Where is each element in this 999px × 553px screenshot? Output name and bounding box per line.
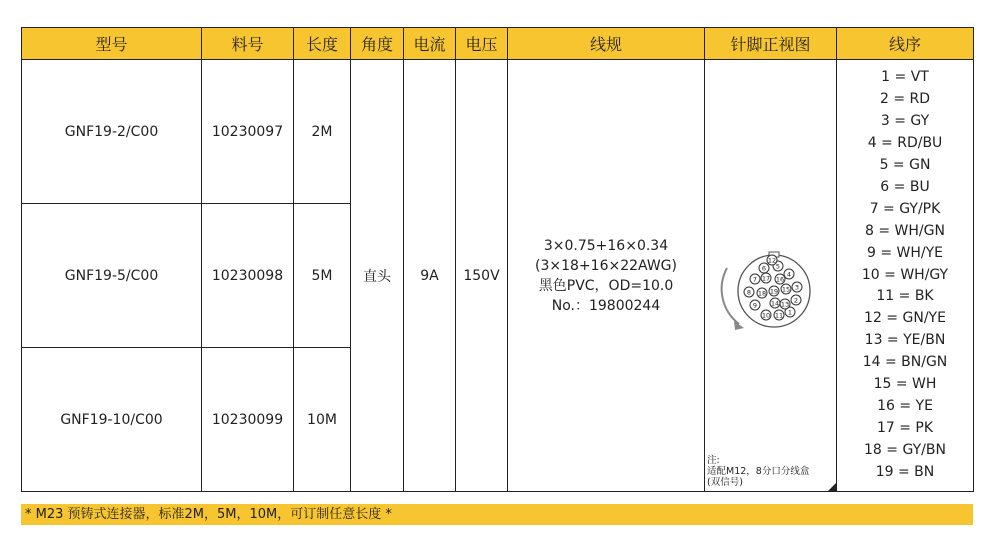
wire-item: 3 = GY xyxy=(880,113,930,130)
header-row xyxy=(22,28,974,60)
wiring-cell xyxy=(837,60,974,492)
pin-label: 9 xyxy=(752,301,758,310)
header-wiring: 线序 xyxy=(837,28,974,60)
pin-label: 14 xyxy=(770,299,780,308)
pin-label: 5 xyxy=(775,262,781,271)
wire-item: 9 = WH/YE xyxy=(866,244,944,261)
table-row xyxy=(22,60,974,204)
wire-item: 16 = YE xyxy=(877,397,933,414)
pin-label: 13 xyxy=(780,300,790,309)
pin-diagram xyxy=(717,238,817,338)
model-cell: GNF19-2/C00 xyxy=(22,60,202,204)
note-line: 适配M12，8分口分线盒 xyxy=(707,466,810,477)
wire-item: 2 = RD xyxy=(879,91,931,108)
header-current: 电流 xyxy=(404,28,456,60)
current-cell: 9A xyxy=(404,60,456,492)
spec-table xyxy=(21,27,974,492)
pin-label: 18 xyxy=(757,289,767,298)
header-part: 料号 xyxy=(202,28,294,60)
pin-label: 1 xyxy=(787,308,793,317)
wire-item: 14 = BN/GN xyxy=(862,354,948,371)
cable-spec-line: 3×0.75+16×0.34 xyxy=(543,237,669,254)
wire-item: 12 = GN/YE xyxy=(864,310,946,327)
wire-item: 13 = YE/BN xyxy=(864,332,946,349)
wire-item: 15 = WH xyxy=(873,376,937,393)
header-angle: 角度 xyxy=(351,28,404,60)
voltage-cell: 150V xyxy=(456,60,508,492)
pin-label: 7 xyxy=(752,275,758,284)
length-cell: 2M xyxy=(294,60,351,204)
wire-item: 7 = GY/PK xyxy=(869,200,941,217)
corner-marker xyxy=(828,483,836,491)
rotation-arrowhead-icon xyxy=(734,321,744,330)
pin-label: 6 xyxy=(761,264,767,273)
cable-spec-cell xyxy=(508,60,705,492)
wire-item: 1 = VT xyxy=(881,69,929,86)
cable-spec-line: No.：19800244 xyxy=(551,297,661,314)
note-line: (双信号) xyxy=(707,477,743,488)
footer-note: * M23 预铸式连接器，标准2M，5M，10M，可订制任意长度 * xyxy=(21,504,973,525)
wire-item: 19 = BN xyxy=(875,463,935,480)
wire-item: 18 = GY/BN xyxy=(864,441,946,458)
part-cell: 10230099 xyxy=(202,348,294,492)
note-line: 注: xyxy=(707,455,720,466)
length-cell: 10M xyxy=(294,348,351,492)
header-length: 长度 xyxy=(294,28,351,60)
part-cell: 10230098 xyxy=(202,204,294,348)
pin-label: 16 xyxy=(775,275,785,284)
wire-item: 5 = GN xyxy=(879,157,931,174)
wire-item: 11 = BK xyxy=(876,288,934,305)
length-cell: 5M xyxy=(294,204,351,348)
part-cell: 10230097 xyxy=(202,60,294,204)
pin-label: 3 xyxy=(794,283,800,292)
wire-item: 8 = WH/GN xyxy=(865,222,945,239)
pin-label: 10 xyxy=(761,311,771,320)
wire-item: 4 = RD/BU xyxy=(867,135,943,152)
pin-note xyxy=(707,455,809,488)
angle-cell: 直头 xyxy=(351,60,404,492)
pin-label: 2 xyxy=(793,296,799,305)
wire-item: 17 = PK xyxy=(876,419,934,436)
pin-label: 11 xyxy=(774,311,784,320)
pin-label: 8 xyxy=(746,288,752,297)
header-model: 型号 xyxy=(22,28,202,60)
model-cell: GNF19-10/C00 xyxy=(22,348,202,492)
pin-label: 17 xyxy=(761,274,771,283)
wire-item: 6 = BU xyxy=(880,178,930,195)
header-voltage: 电压 xyxy=(456,28,508,60)
model-cell: GNF19-5/C00 xyxy=(22,204,202,348)
header-cable: 线规 xyxy=(508,28,705,60)
pin-label: 15 xyxy=(781,285,791,294)
cable-spec-line: (3×18+16×22AWG) xyxy=(535,257,677,274)
pin-label: 4 xyxy=(786,270,792,279)
wire-item: 10 = WH/GY xyxy=(861,266,949,283)
rotation-arrow-icon xyxy=(722,268,739,324)
pin-label: 12 xyxy=(767,256,777,265)
pin-label: 19 xyxy=(769,287,779,296)
pin-view-cell xyxy=(705,60,837,492)
header-pin-view: 针脚正视图 xyxy=(705,28,837,60)
cable-spec-line: 黑色PVC，OD=10.0 xyxy=(538,277,674,294)
